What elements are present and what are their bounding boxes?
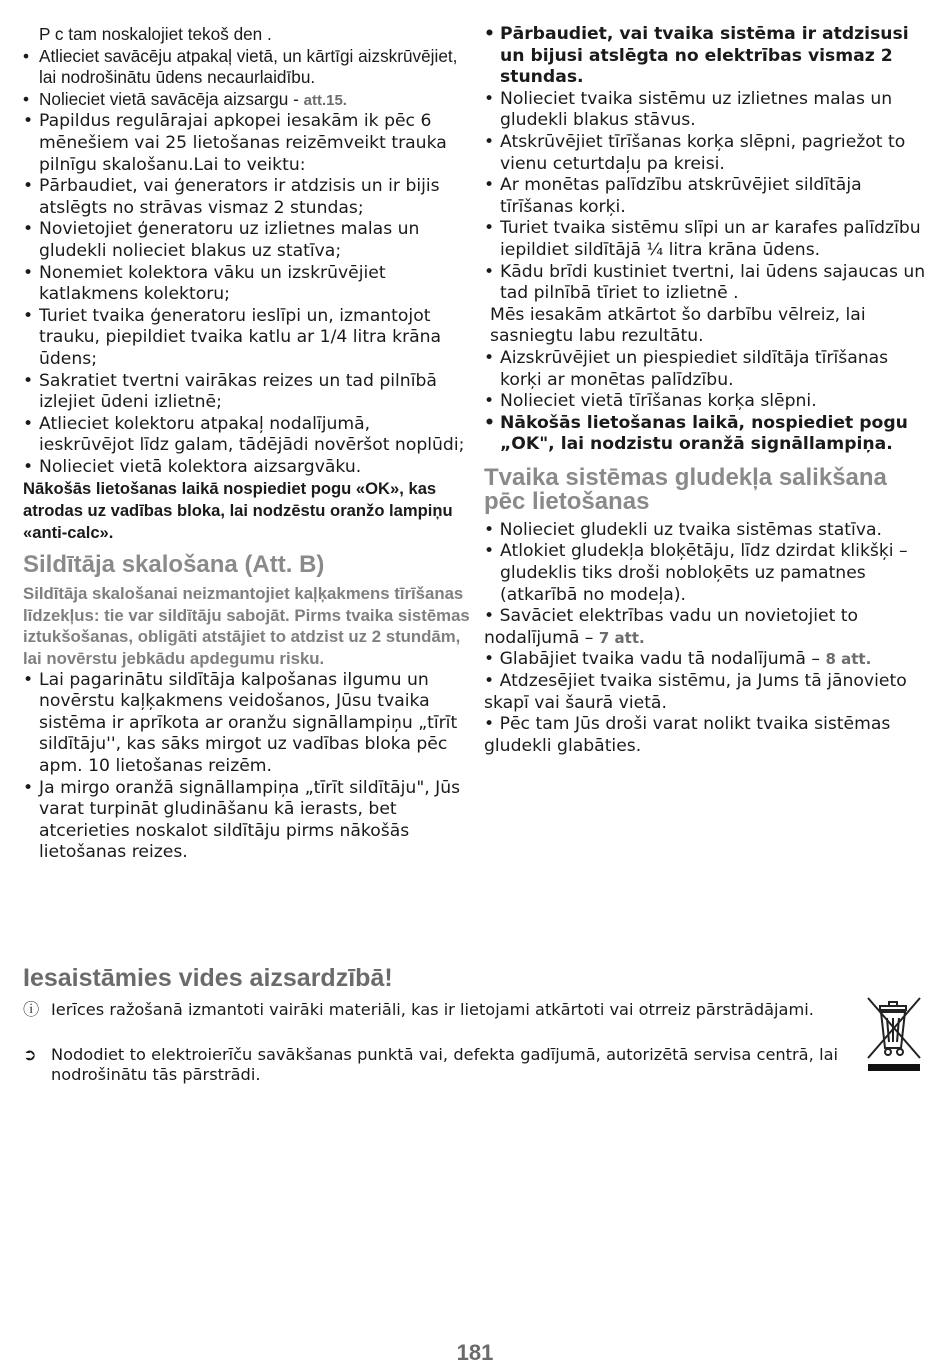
list-item: • Atlieciet kolektoru atpakaļ nodalījumā, ieskrūvējot līdz galam, tādējādi novēršot noplūdi; bbox=[23, 414, 470, 457]
list-item: • Nolieciet gludekli uz tvaika sistēmas statīva. bbox=[484, 519, 882, 540]
list-item: • Nolieciet tvaika sistēmu uz izlietnes malas un gludekli blakus stāvus. bbox=[484, 89, 932, 132]
list-item: • Atlokiet gludekļa bloķētāju, līdz dzirdat klikšķi – gludeklis tiks droši nobloķēts uz pamatnes (atkarībā no modeļa). bbox=[484, 541, 932, 606]
info-icon: ⓘ bbox=[23, 1000, 40, 1019]
arrow-icon: ➲ bbox=[23, 1045, 37, 1064]
list-item: • Novietojiet ģeneratoru uz izlietnes malas un gludekli nolieciet blakus uz statīva; bbox=[23, 219, 470, 262]
list-item: • Nolieciet vietā kolektora aizsargvāku. bbox=[23, 457, 470, 479]
section-heading: Sildītāja skalošana (Att. B) bbox=[23, 551, 325, 579]
right-column bbox=[484, 24, 932, 757]
list-item: • Ja mirgo oranžā signāllampiņa „tīrīt sildītāju", Jūs varat turpināt gludināšanu kā ierasts, bet atcerieties noskalot sildītāju pirms nākošās lietošanas reizes. bbox=[23, 778, 470, 864]
environment-note bbox=[23, 1000, 838, 1020]
list-item: • Ar monētas palīdzību atskrūvējiet sildītāja tīrīšanas korķi. bbox=[484, 175, 932, 218]
page-number: 181 bbox=[456, 1340, 494, 1365]
text-line: Mēs iesakām atkārtot šo darbību vēlreiz, lai sasniegtu labu rezultātu. bbox=[490, 304, 866, 347]
list-item: • Savāciet elektrības vadu un novietojiet to nodalījumā – 7 att. bbox=[484, 606, 859, 648]
list-item: • Glabājiet tvaika vadu tā nodalījumā – 8 att. bbox=[484, 649, 872, 670]
list-item: • Atlieciet savācēju atpakaļ vietā, un kārtīgi aizskrūvējiet, lai nodrošinātu ūdens necaurlaidību. bbox=[23, 46, 470, 89]
section-heading: Tvaika sistēmas gludekļa salikšana pēc lietošanas bbox=[484, 463, 887, 515]
list-item: • Lai pagarinātu sildītāja kalpošanas ilgumu un novērstu kaļķakmens veidošanos, Jūsu tvaika sistēma ir aprīkota ar oranžu signāllampiņu „tīrīt sildītāju'', kas sāks mirgot uz vadības bloka pēc apm. 10 lietošanas reizēm. bbox=[23, 670, 470, 778]
figure-ref: 8 att. bbox=[825, 650, 872, 669]
warning-text: Sildītāja skalošanai neizmantojiet kaļķakmens tīrīšanas līdzekļus: tie var sildītāju sabojāt. Pirms tvaika sistēmas iztukšošanas, obligāti atstājiet to atdzist uz 2 stundām, lai novērstu jebkādu apdegumu risku. bbox=[23, 584, 470, 669]
list-item: • Nolieciet vietā tīrīšanas korķa slēpni. bbox=[484, 391, 932, 413]
list-item: • Nonemiet kolektora vāku un izskrūvējiet katlakmens kolektoru; bbox=[23, 263, 470, 306]
left-column bbox=[23, 24, 470, 864]
environment-text: Ierīces ražošanā izmantoti vairāki materiāli, kas ir lietojami atkārtoti vai otrreiz pārstrādājami. bbox=[51, 1000, 814, 1019]
environment-text: Nododiet to elektroierīču savākšanas punktā vai, defekta gadījumā, autorizētā servisa centrā, lai nodrošinātu tās pārstrādi. bbox=[51, 1045, 838, 1084]
figure-ref: 7 att. bbox=[598, 628, 645, 647]
environment-heading: Iesaistāmies vides aizsardzībā! bbox=[23, 964, 393, 992]
list-item: • Papildus regulārajai apkopei iesakām ik pēc 6 mēnešiem vai 25 lietošanas reizēmveikt trauka pilnīgu skalošanu.Lai to veiktu: bbox=[23, 111, 470, 176]
list-item: • Atskrūvējiet tīrīšanas korķa slēpni, pagriežot to vienu ceturtdaļu pa kreisi. bbox=[484, 132, 932, 175]
list-item: • Aizskrūvējiet un piespiediet sildītāja tīrīšanas korķi ar monētas palīdzību. bbox=[484, 348, 932, 391]
list-item: • Pārbaudiet, vai tvaika sistēma ir atdzisusi un bijusi atslēgta no elektrības vismaz 2 stundas. bbox=[484, 24, 932, 89]
list-item: • Nolieciet vietā savācēja aizsargu - att.15. bbox=[23, 89, 470, 112]
figure-ref: att.15. bbox=[303, 91, 347, 109]
list-item: • Atdzesējiet tvaika sistēmu, ja Jums tā jānovieto skapī vai šaurā vietā. bbox=[484, 671, 907, 713]
list-item: • Turiet tvaika ģeneratoru ieslīpi un, izmantojot trauku, piepildiet tvaika katlu ar 1/4 litra krāna ūdens; bbox=[23, 306, 470, 371]
environment-note bbox=[23, 1045, 838, 1085]
list-item: • Sakratiet tvertni vairākas reizes un tad pilnībā izlejiet ūdeni izlietnē; bbox=[23, 371, 470, 414]
bold-note: Nākošās lietošanas laikā nospiediet pogu «OK», kas atrodas uz vadības bloka, lai nodzēstu oranžo lampiņu «anti-calc». bbox=[23, 479, 453, 542]
list-item: • Pārbaudiet, vai ģenerators ir atdzisis un ir bijis atslēgts no strāvas vismaz 2 stundas; bbox=[23, 176, 470, 219]
list-item: • Kādu brīdi kustiniet tvertni, lai ūdens sajaucas un tad pilnībā tīriet to izlietnē . bbox=[484, 262, 932, 305]
weee-crossed-bin-icon bbox=[866, 996, 922, 1072]
list-item: • Turiet tvaika sistēmu slīpi un ar karafes palīdzību iepildiet sildītājā ¼ litra krāna ūdens. bbox=[484, 218, 932, 261]
list-item: • Nākošās lietošanas laikā, nospiediet pogu „OK", lai nodzistu oranžā signāllampiņa. bbox=[484, 413, 932, 456]
text-line: P c tam noskalojiet tekoš den . bbox=[39, 24, 272, 44]
list-item: • Pēc tam Jūs droši varat nolikt tvaika sistēmas gludekli glabāties. bbox=[484, 714, 891, 756]
